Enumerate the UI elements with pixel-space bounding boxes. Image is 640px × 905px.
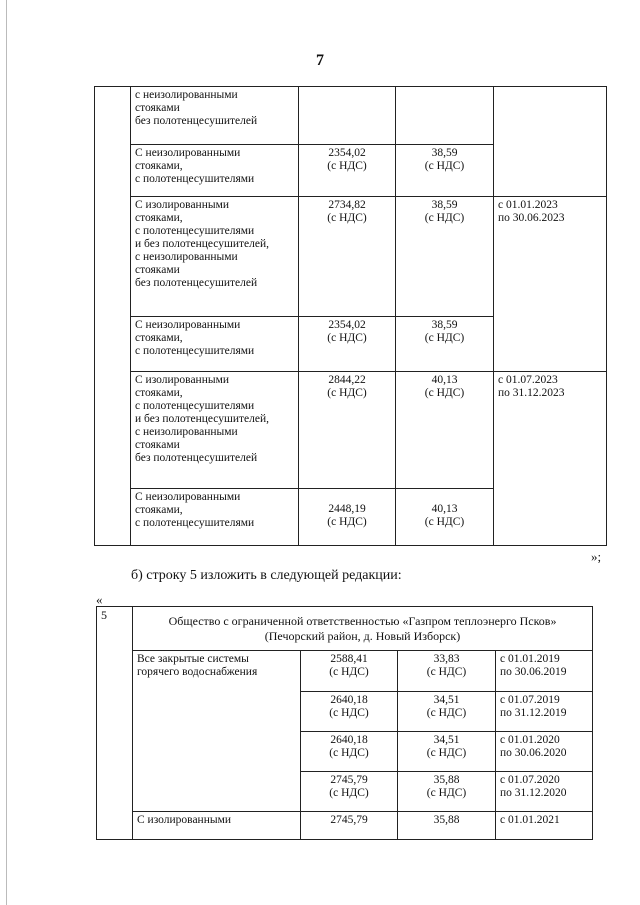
description-cell: С неизолированными стояками, с полотенцесушителями [131,145,299,197]
period-cell: с 01.07.2020 по 31.12.2020 [496,772,593,812]
value1-cell [299,87,396,145]
description-cell: с неизолированными стояками без полотенцесушителей [131,87,299,145]
value1-cell: 2588,41 (с НДС) [301,651,398,692]
table-row [95,372,607,489]
value2-cell: 33,83 (с НДС) [398,651,496,692]
description-cell: С неизолированными стояками, с полотенцесушителями [131,317,299,372]
value2-cell: 40,13 (с НДС) [396,489,494,546]
value2-cell: 35,88 [398,812,496,840]
opening-quote: « [96,592,103,607]
scan-edge-line [6,0,7,905]
period-cell: с 01.01.2023 по 30.06.2023 [494,197,607,372]
value2-cell [396,87,494,145]
table-row [95,197,607,317]
row-number-cell: 5 [97,607,133,840]
value1-cell: 2844,22 (с НДС) [299,372,396,489]
amendment-instruction: б) строку 5 изложить в следующей редакции: [131,568,402,583]
value1-cell: 2745,79 [301,812,398,840]
value1-cell: 2354,02 (с НДС) [299,145,396,197]
period-cell: с 01.01.2019 по 30.06.2019 [496,651,593,692]
value2-cell: 38,59 (с НДС) [396,197,494,317]
value1-cell: 2448,19 (с НДС) [299,489,396,546]
number-cell [95,87,131,546]
table-row [95,87,607,145]
table-row [97,651,593,692]
tariff-table-row-5 [96,606,593,840]
closing-quote: »; [591,549,602,564]
tariff-table-continuation [94,86,607,546]
value1-cell: 2734,82 (с НДС) [299,197,396,317]
period-cell [494,87,607,197]
description-cell: Все закрытые системы горячего водоснабжения [133,651,301,812]
description-cell: С неизолированными стояками, с полотенцесушителями [131,489,299,546]
page-number: 7 [316,52,324,69]
description-cell: С изолированными стояками, с полотенцесушителями и без полотенцесушителей, с неизолированными стояками без полотенцесушителей [131,372,299,489]
period-cell: с 01.07.2023 по 31.12.2023 [494,372,607,546]
period-cell: с 01.01.2020 по 30.06.2020 [496,732,593,772]
table-row [97,607,593,651]
value2-cell: 38,59 (с НДС) [396,317,494,372]
value2-cell: 34,51 (с НДС) [398,692,496,732]
value1-cell: 2640,18 (с НДС) [301,692,398,732]
period-cell: с 01.07.2019 по 31.12.2019 [496,692,593,732]
description-cell: С изолированными стояками, с полотенцесушителями и без полотенцесушителей, с неизолированными стояками без полотенцесушителей [131,197,299,317]
value2-cell: 38,59 (с НДС) [396,145,494,197]
organization-cell: Общество с ограниченной ответственностью «Газпром теплоэнерго Псков» (Печорский район, д. Новый Изборск) [133,607,593,651]
value2-cell: 35,88 (с НДС) [398,772,496,812]
value1-cell: 2354,02 (с НДС) [299,317,396,372]
description-cell: С изолированными [133,812,301,840]
period-cell: с 01.01.2021 [496,812,593,840]
value1-cell: 2640,18 (с НДС) [301,732,398,772]
value2-cell: 40,13 (с НДС) [396,372,494,489]
table-row [97,812,593,840]
value2-cell: 34,51 (с НДС) [398,732,496,772]
value1-cell: 2745,79 (с НДС) [301,772,398,812]
